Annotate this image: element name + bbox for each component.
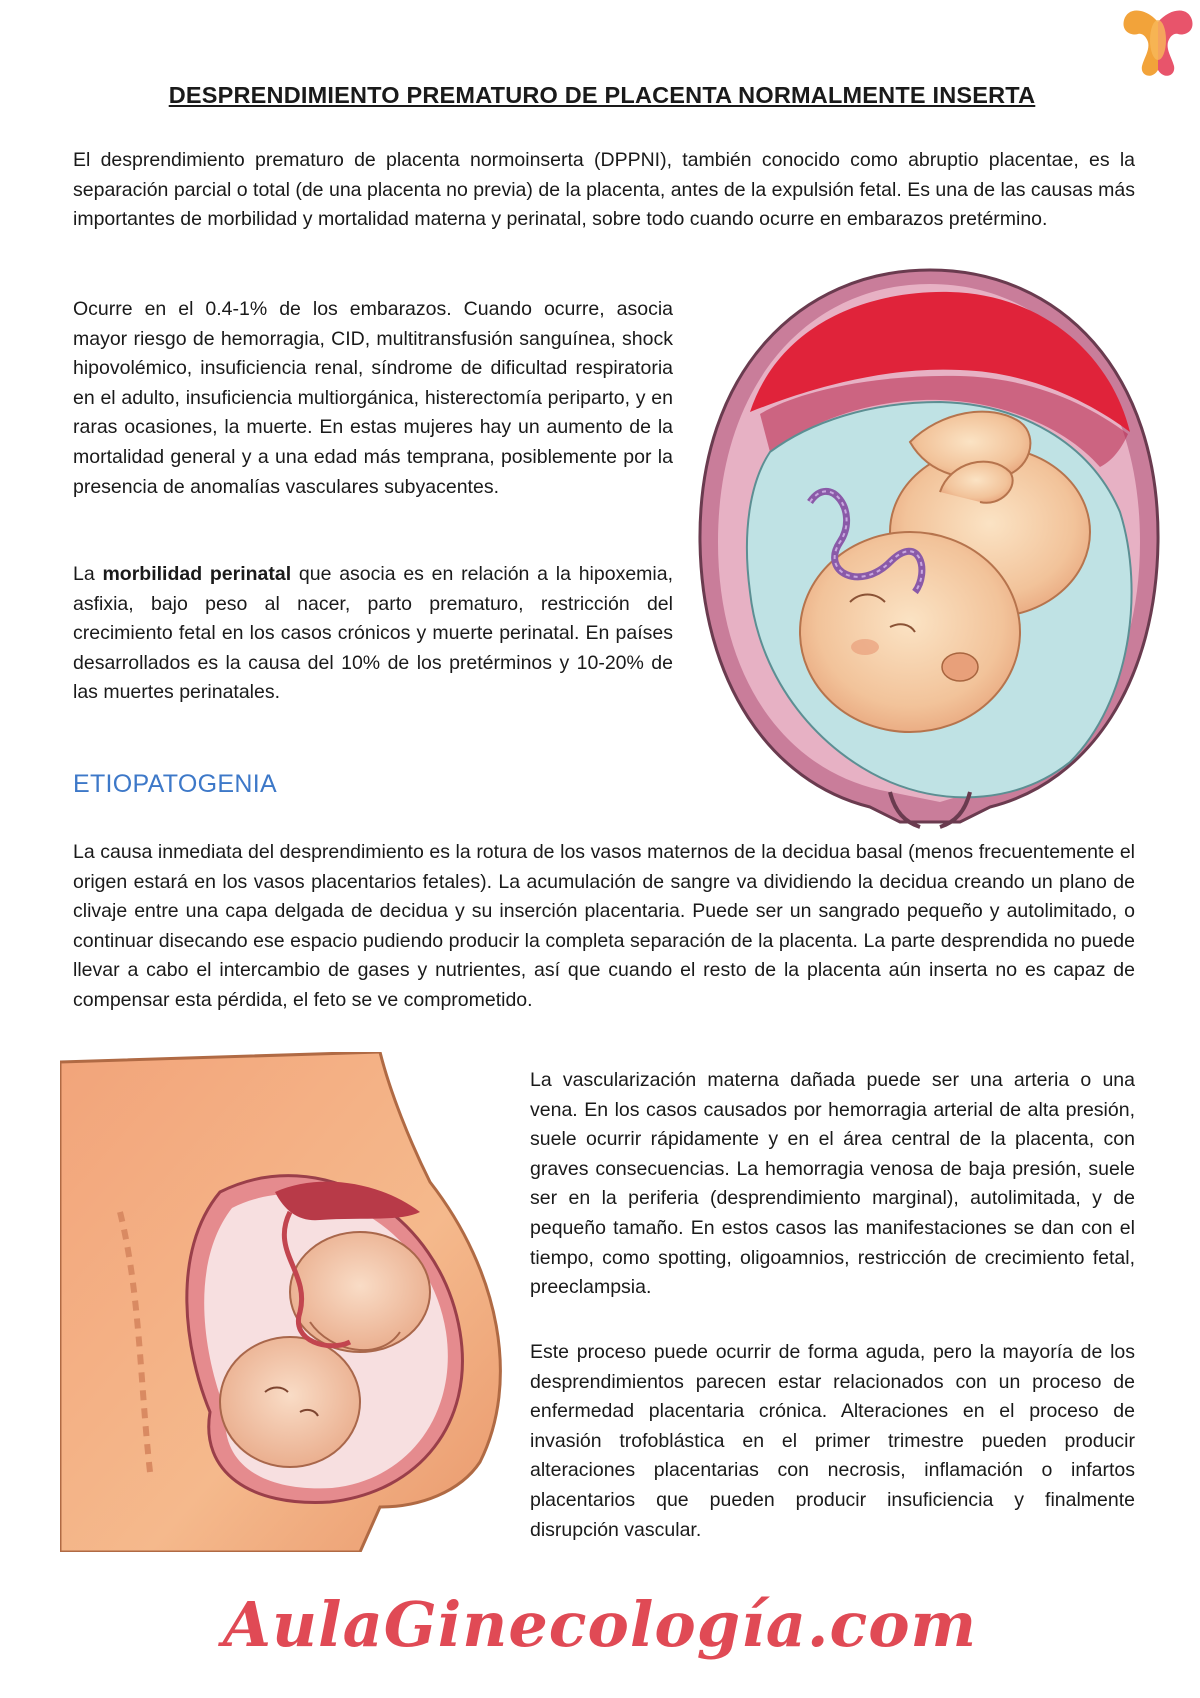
morbidity-paragraph (73, 560, 673, 708)
morbidity-bold: morbilidad perinatal (102, 563, 292, 585)
brand-footer: AulaGinecología.com (222, 1588, 978, 1661)
section-heading-etiopatogenia: ETIOPATOGENIA (73, 770, 277, 798)
morbidity-pre: La (73, 563, 103, 585)
pregnant-abdomen-illustration (60, 1052, 520, 1552)
etiology-paragraph-3: Este proceso puede ocurrir de forma aguda, pero la mayoría de los desprendimientos parecen estar relacionados con un proceso de enfermedad placentaria crónica. Alteraciones en el proceso de invasión trofoblástica en el primer trimestre pueden producir alteraciones placentarias con necrosis, inflamación o infartos placentarios que pueden producir insuficiencia y finalmente disrupción vascular. (530, 1341, 1135, 1541)
etiology-paragraph-2: La vascularización materna dañada puede ser una arteria o una vena. En los casos causados por hemorragia arterial de alta presión, suele ocurrir rápidamente y en el área central de la placenta, con graves consecuencias. La hemorragia venosa de baja presión, suele ser en la periferia (desprendimiento marginal), autolimitada, y de pequeño tamaño. En estos casos las manifestaciones se dan con el tiempo, como spotting, oligoamnios, restricción de crecimiento fetal, preeclampsia. (530, 1069, 1135, 1299)
incidence-paragraph: Ocurre en el 0.4-1% de los embarazos. Cuando ocurre, asocia mayor riesgo de hemorragia, CID, multitransfusión sanguínea, shock hipovolémico, insuficiencia renal, síndrome de dificultad respiratoria en el adulto, insuficiencia multiorgánica, histerectomía periparto, y en raras ocasiones, la muerte. En estas mujeres hay un aumento de la mortalidad general y a una edad más temprana, posiblemente por la presencia de anomalías vasculares subyacentes. (73, 298, 673, 498)
document-title: DESPRENDIMIENTO PREMATURO DE PLACENTA NORMALMENTE INSERTA (168, 82, 1036, 108)
uterus-logo-icon (1118, 0, 1198, 86)
morbidity-post: que asocia es en relación a la hipoxemia, asfixia, bajo peso al nacer, parto prematuro, restricción del crecimiento fetal en los casos crónicos y muerte perinatal. En países desarrollados es la causa del 10% de los pretérminos y 10-20% de las muertes perinatales. (73, 563, 673, 704)
uterus-abruption-illustration (690, 262, 1170, 832)
intro-paragraph: El desprendimiento prematuro de placenta normoinserta (DPPNI), también conocido como abruptio placentae, es la separación parcial o total (de una placenta no previa) de la placenta, antes de la expulsión fetal. Es una de las causas más importantes de morbilidad y mortalidad materna y perinatal, sobre todo cuando ocurre en embarazos pretérmino. (73, 149, 1135, 231)
etiology-paragraph-1: La causa inmediata del desprendimiento es la rotura de los vasos maternos de la decidua basal (menos frecuentemente el origen estará en los vasos placentarios fetales). La acumulación de sangre va dividiendo la decidua creando un plano de clivaje entre una capa delgada de decidua y su inserción placentaria. Puede ser un sangrado pequeño y autolimitado, o continuar disecando ese espacio pudiendo producir la completa separación de la placenta. La parte desprendida no puede llevar a cabo el intercambio de gases y nutrientes, así que cuando el resto de la placenta aún inserta no es capaz de compensar esta pérdida, el feto se ve comprometido. (73, 841, 1135, 1011)
